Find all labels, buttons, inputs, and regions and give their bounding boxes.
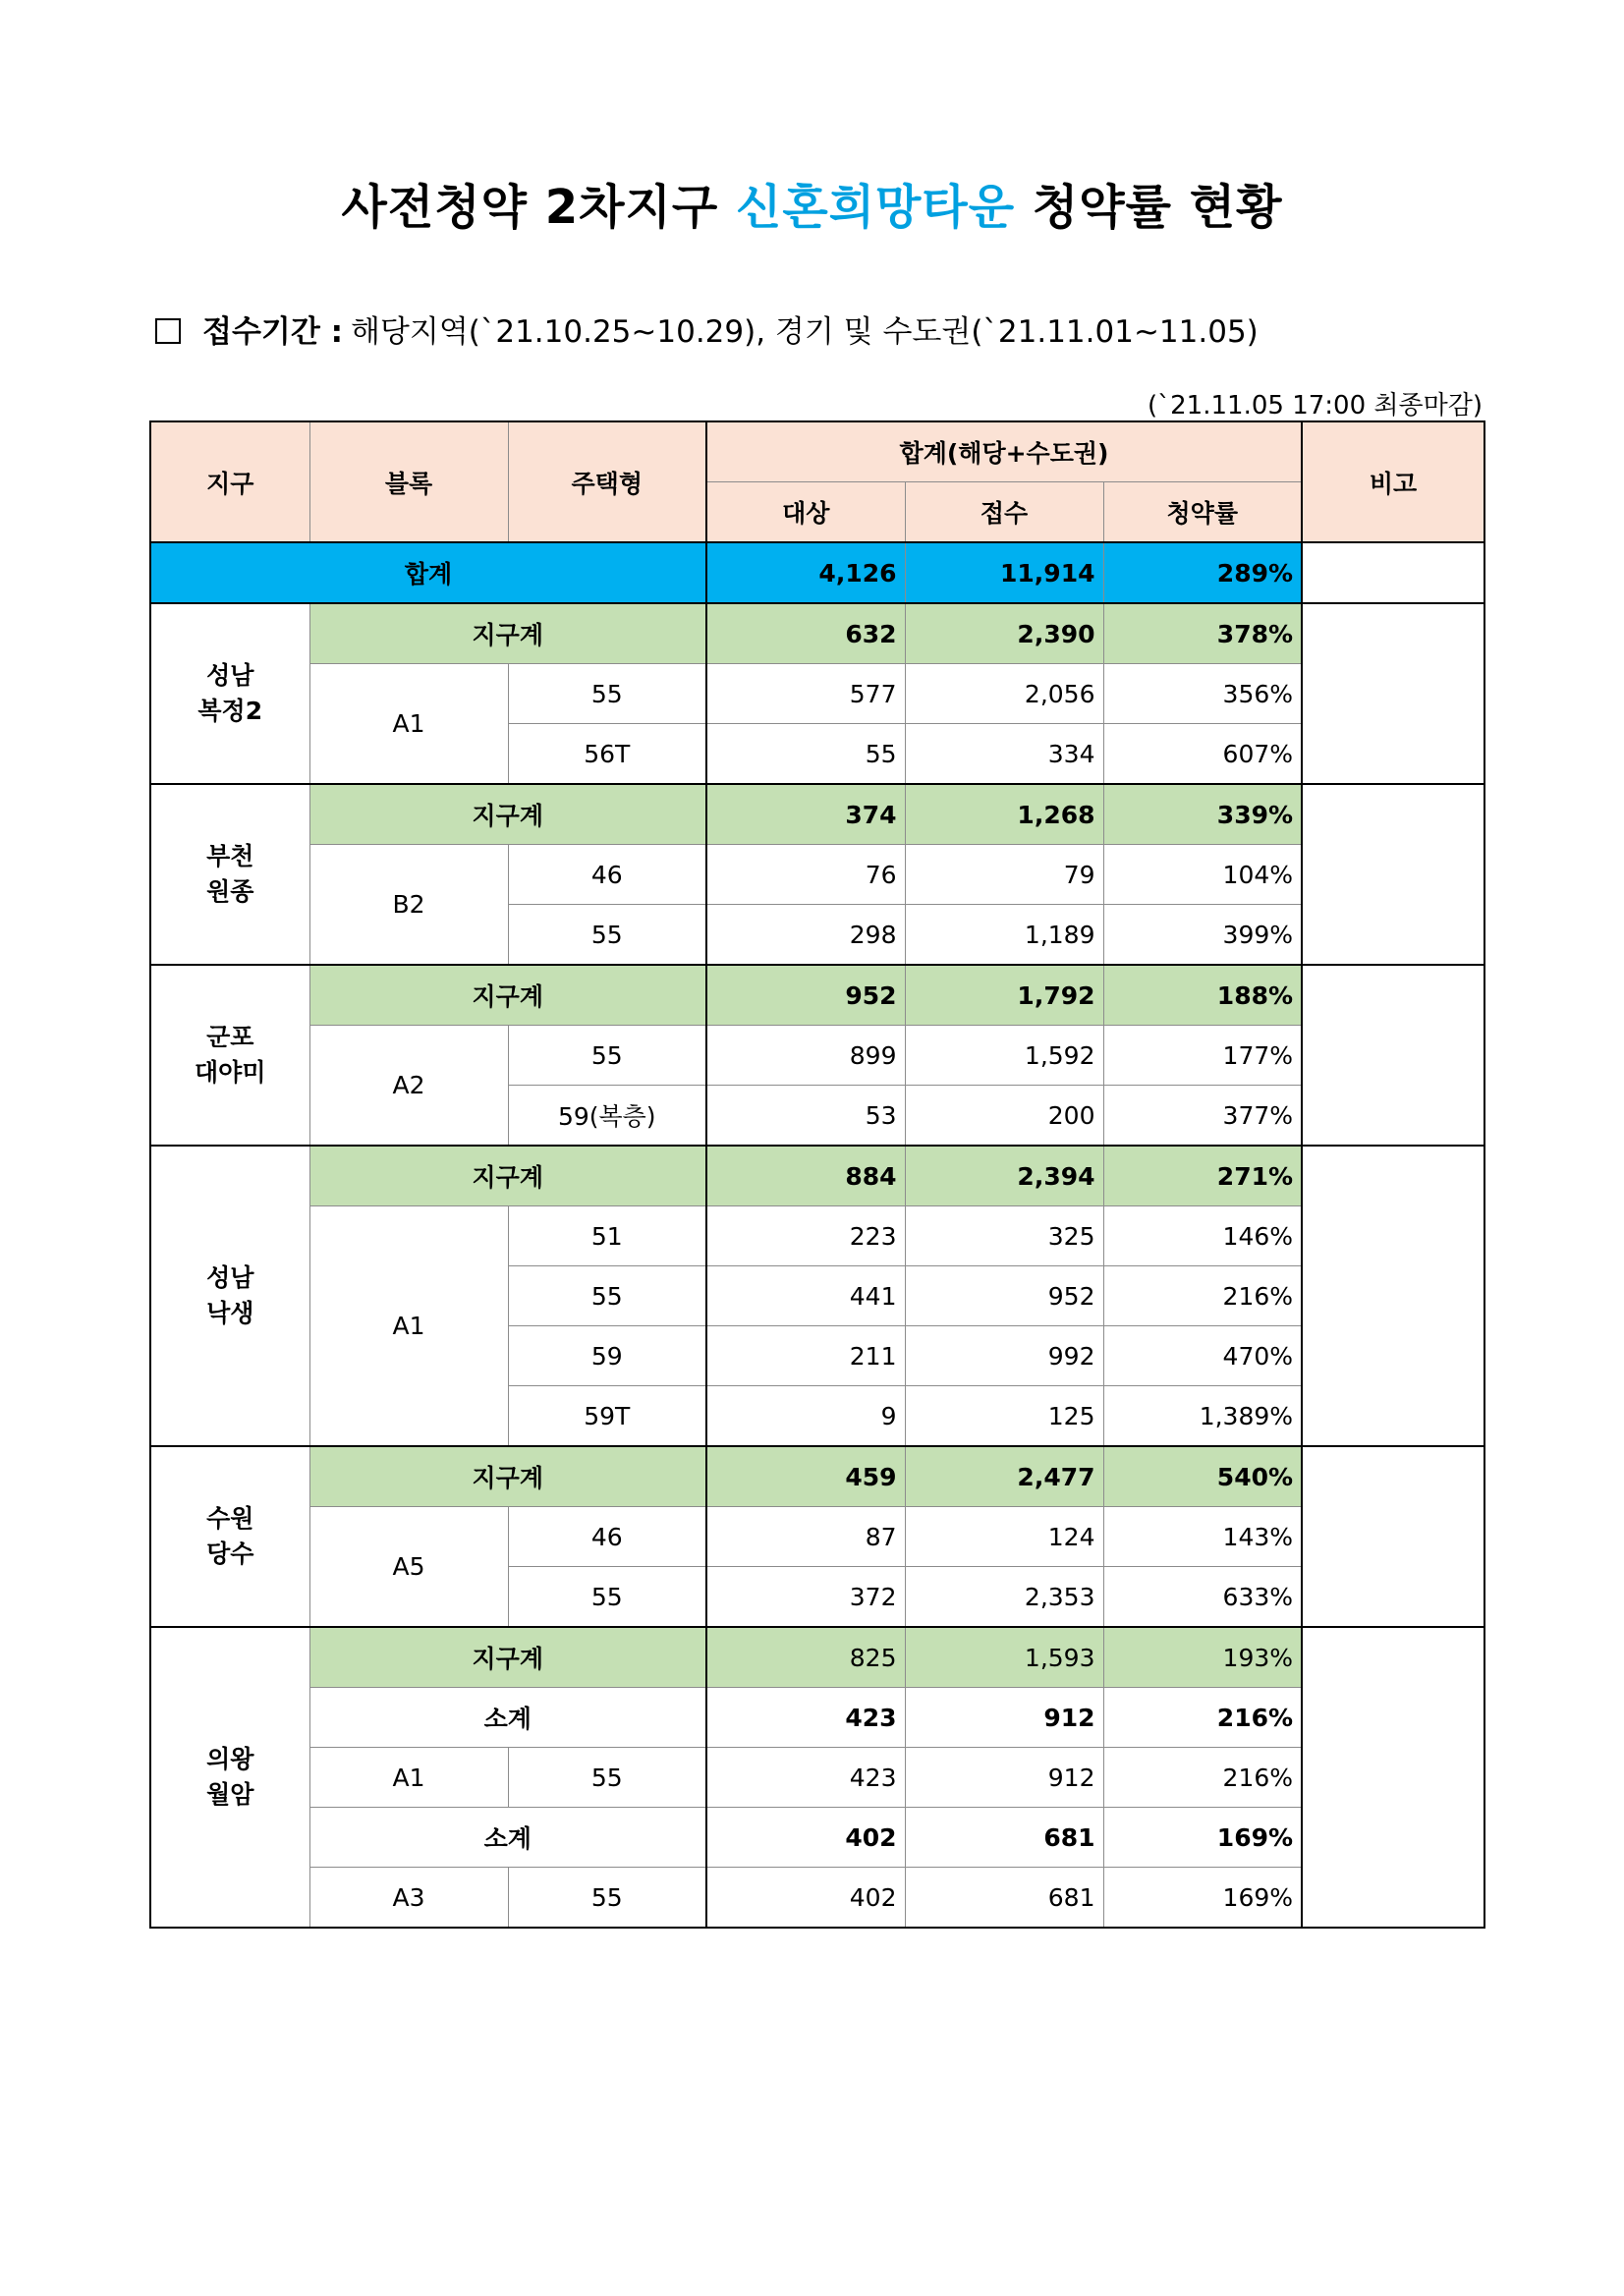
housing-type: 59 (508, 1326, 706, 1386)
header-block: 블록 (309, 421, 508, 542)
row-target: 372 (706, 1567, 905, 1628)
row-target: 402 (706, 1868, 905, 1929)
row-received: 952 (905, 1266, 1103, 1326)
note-cell (1302, 603, 1484, 784)
row-received: 79 (905, 845, 1103, 905)
subtotal-label: 지구계 (309, 1146, 706, 1206)
row-rate: 169% (1103, 1868, 1302, 1929)
district-name: 군포 대야미 (150, 965, 309, 1146)
row-received: 325 (905, 1206, 1103, 1266)
district-name: 수원 당수 (150, 1446, 309, 1627)
row-received: 200 (905, 1086, 1103, 1147)
header-district: 지구 (150, 421, 309, 542)
row-target: 53 (706, 1086, 905, 1147)
header-rate: 청약률 (1103, 482, 1302, 543)
row-received: 1,592 (905, 1026, 1103, 1086)
housing-type: 46 (508, 845, 706, 905)
block-subtotal-rate: 216% (1103, 1688, 1302, 1748)
row-target: 76 (706, 845, 905, 905)
header-type: 주택형 (508, 421, 706, 542)
subtotal-received: 2,394 (905, 1146, 1103, 1206)
district-name: 의왕 월암 (150, 1627, 309, 1928)
subtotal-received: 2,390 (905, 603, 1103, 664)
row-rate: 143% (1103, 1507, 1302, 1567)
subtotal-rate: 339% (1103, 784, 1302, 845)
row-target: 211 (706, 1326, 905, 1386)
row-received: 2,353 (905, 1567, 1103, 1628)
row-target: 55 (706, 724, 905, 785)
housing-type: 55 (508, 1868, 706, 1929)
block-name: A2 (309, 1026, 508, 1147)
subtotal-label: 지구계 (309, 784, 706, 845)
block-name: B2 (309, 845, 508, 966)
block-name: A5 (309, 1507, 508, 1628)
housing-type: 55 (508, 905, 706, 966)
header-sum: 합계(해당+수도권) (706, 421, 1302, 482)
housing-type: 55 (508, 664, 706, 724)
row-target: 87 (706, 1507, 905, 1567)
row-target: 441 (706, 1266, 905, 1326)
row-received: 334 (905, 724, 1103, 785)
row-rate: 356% (1103, 664, 1302, 724)
note-cell (1302, 965, 1484, 1146)
subtotal-rate: 193% (1103, 1627, 1302, 1688)
title-accent: 신혼희망타운 (735, 180, 1016, 235)
subtotal-received: 1,593 (905, 1627, 1103, 1688)
row-rate: 146% (1103, 1206, 1302, 1266)
subtotal-label: 지구계 (309, 965, 706, 1026)
housing-type: 59T (508, 1386, 706, 1447)
row-rate: 470% (1103, 1326, 1302, 1386)
row-target: 223 (706, 1206, 905, 1266)
period-label: 접수기간 : (202, 314, 343, 350)
subtotal-target: 374 (706, 784, 905, 845)
row-rate: 216% (1103, 1748, 1302, 1808)
row-received: 124 (905, 1507, 1103, 1567)
subtotal-received: 1,792 (905, 965, 1103, 1026)
subtotal-rate: 378% (1103, 603, 1302, 664)
subtotal-received: 1,268 (905, 784, 1103, 845)
page-title: 사전청약 2차지구 신혼희망타운 청약률 현황 (341, 180, 1283, 235)
note-cell (1302, 1627, 1484, 1928)
row-rate: 399% (1103, 905, 1302, 966)
row-target: 423 (706, 1748, 905, 1808)
housing-type: 55 (508, 1748, 706, 1808)
total-note (1302, 542, 1484, 603)
housing-type: 56T (508, 724, 706, 785)
row-received: 2,056 (905, 664, 1103, 724)
row-target: 899 (706, 1026, 905, 1086)
subtotal-target: 459 (706, 1446, 905, 1507)
subtotal-rate: 188% (1103, 965, 1302, 1026)
block-subtotal-received: 912 (905, 1688, 1103, 1748)
block-name: A1 (309, 1748, 508, 1808)
total-target: 4,126 (706, 542, 905, 603)
row-received: 992 (905, 1326, 1103, 1386)
housing-type: 55 (508, 1567, 706, 1628)
block-subtotal-received: 681 (905, 1808, 1103, 1868)
row-received: 125 (905, 1386, 1103, 1447)
total-received: 11,914 (905, 542, 1103, 603)
period-text: 해당지역(`21.10.25~10.29), 경기 및 수도권(`21.11.01~11.05) (350, 314, 1259, 350)
subscription-table (149, 420, 1485, 1929)
row-received: 912 (905, 1748, 1103, 1808)
header-note: 비고 (1302, 421, 1484, 542)
row-target: 9 (706, 1386, 905, 1447)
housing-type: 46 (508, 1507, 706, 1567)
subtotal-target: 632 (706, 603, 905, 664)
block-subtotal-rate: 169% (1103, 1808, 1302, 1868)
row-rate: 1,389% (1103, 1386, 1302, 1447)
block-subtotal-label: 소계 (309, 1688, 706, 1748)
district-name: 부천 원종 (150, 784, 309, 965)
housing-type: 59(복층) (508, 1086, 706, 1147)
housing-type: 51 (508, 1206, 706, 1266)
row-rate: 216% (1103, 1266, 1302, 1326)
row-rate: 633% (1103, 1567, 1302, 1628)
block-name: A1 (309, 664, 508, 785)
note-cell (1302, 1446, 1484, 1627)
block-subtotal-target: 423 (706, 1688, 905, 1748)
subtotal-label: 지구계 (309, 1446, 706, 1507)
note-cell (1302, 784, 1484, 965)
row-target: 298 (706, 905, 905, 966)
header-received: 접수 (905, 482, 1103, 543)
row-rate: 104% (1103, 845, 1302, 905)
row-rate: 607% (1103, 724, 1302, 785)
subtotal-received: 2,477 (905, 1446, 1103, 1507)
district-name: 성남 복정2 (150, 603, 309, 784)
subtotal-rate: 540% (1103, 1446, 1302, 1507)
total-rate: 289% (1103, 542, 1302, 603)
subtotal-target: 884 (706, 1146, 905, 1206)
total-label: 합계 (150, 542, 706, 603)
subtotal-label: 지구계 (309, 1627, 706, 1688)
block-name: A3 (309, 1868, 508, 1929)
checkbox-square-icon (155, 318, 181, 344)
row-rate: 377% (1103, 1086, 1302, 1147)
subtotal-label: 지구계 (309, 603, 706, 664)
subtotal-rate: 271% (1103, 1146, 1302, 1206)
subtotal-target: 825 (706, 1627, 905, 1688)
housing-type: 55 (508, 1266, 706, 1326)
subtotal-target: 952 (706, 965, 905, 1026)
row-target: 577 (706, 664, 905, 724)
header-target: 대상 (706, 482, 905, 543)
district-name: 성남 낙생 (150, 1146, 309, 1446)
deadline-note: (`21.11.05 17:00 최종마감) (1148, 391, 1483, 420)
row-received: 1,189 (905, 905, 1103, 966)
block-subtotal-target: 402 (706, 1808, 905, 1868)
block-subtotal-label: 소계 (309, 1808, 706, 1868)
application-period (155, 307, 1259, 351)
block-name: A1 (309, 1206, 508, 1447)
row-received: 681 (905, 1868, 1103, 1929)
housing-type: 55 (508, 1026, 706, 1086)
note-cell (1302, 1146, 1484, 1446)
row-rate: 177% (1103, 1026, 1302, 1086)
